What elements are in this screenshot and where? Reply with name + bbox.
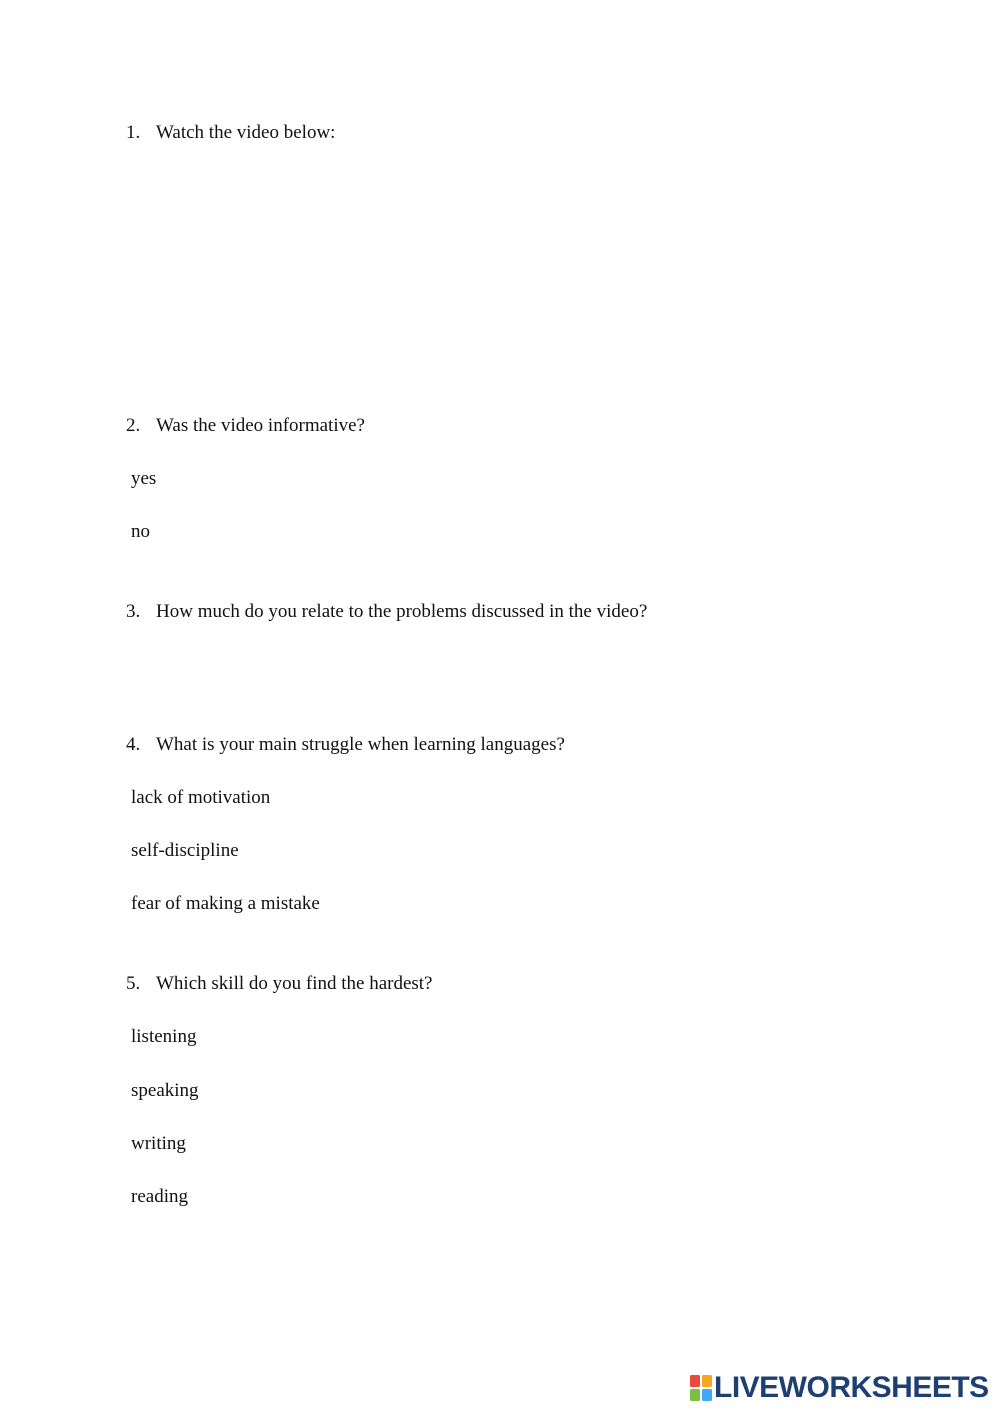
option-yes[interactable]: yes — [131, 468, 157, 489]
question-5 — [126, 973, 433, 995]
question-text: How much do you relate to the problems discussed in the video? — [156, 601, 648, 622]
question-text: Which skill do you find the hardest? — [156, 973, 433, 994]
question-number: 3. — [126, 601, 141, 622]
liveworksheets-logo — [690, 1371, 989, 1405]
question-1 — [126, 122, 335, 144]
question-number: 4. — [126, 734, 141, 755]
question-3 — [126, 601, 647, 623]
question-text: Was the video informative? — [156, 415, 365, 436]
liveworksheets-icon — [690, 1375, 712, 1401]
question-4 — [126, 734, 565, 756]
question-text: Watch the video below: — [156, 122, 336, 143]
option-writing[interactable]: writing — [131, 1133, 186, 1154]
logo-text: LIVEWORKSHEETS — [714, 1371, 989, 1404]
question-number: 2. — [126, 415, 141, 436]
option-self-discipline[interactable]: self-discipline — [131, 840, 239, 861]
option-reading[interactable]: reading — [131, 1186, 188, 1207]
question-number: 1. — [126, 122, 141, 143]
option-lack-of-motivation[interactable]: lack of motivation — [131, 787, 271, 808]
question-number: 5. — [126, 973, 141, 994]
option-speaking[interactable]: speaking — [131, 1080, 199, 1101]
option-listening[interactable]: listening — [131, 1026, 197, 1047]
option-fear-of-mistake[interactable]: fear of making a mistake — [131, 893, 320, 914]
question-2 — [126, 415, 365, 437]
option-no[interactable]: no — [131, 521, 150, 542]
question-text: What is your main struggle when learning languages? — [156, 734, 565, 755]
